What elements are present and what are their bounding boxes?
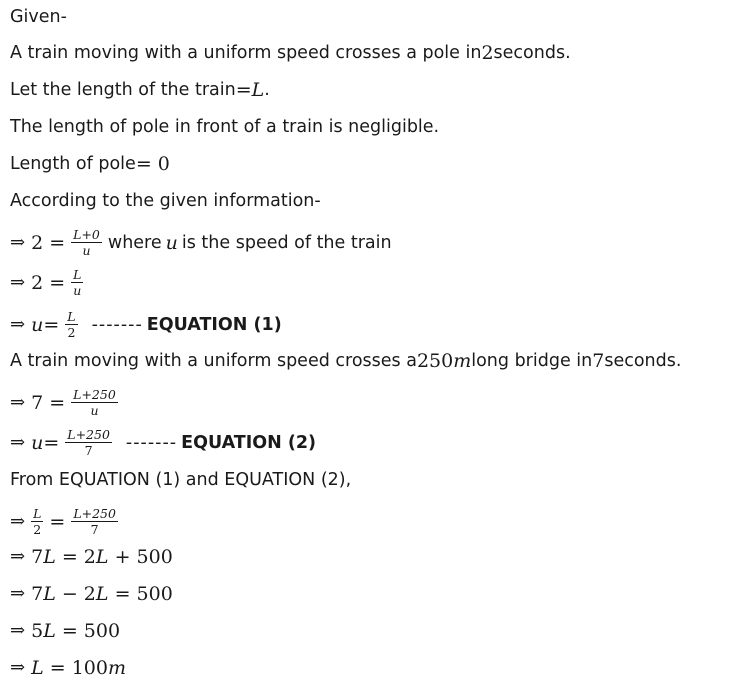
fraction-denominator: u [90,403,99,418]
fraction-denominator: u [82,243,91,258]
fraction-denominator: 2 [67,325,76,340]
given-heading [10,5,67,29]
equation-step-9 [10,619,120,643]
equals-sign: = [235,79,252,101]
implies-arrow-icon: ⇒ [10,546,26,567]
fraction [71,507,118,536]
train-length-text: Let the length of the train [10,80,236,100]
according-heading [10,189,321,213]
implies-arrow-icon: ⇒ [10,271,26,293]
eq7-expression: 7L = 2L + 500 [31,546,173,568]
statement-bridge-text: A train moving with a uniform speed crosses a [10,351,417,371]
final-answer [10,656,126,680]
fraction [71,228,102,257]
speed-variable: u [31,313,44,336]
fraction [71,388,118,417]
implies-arrow-icon: ⇒ [10,620,26,641]
pole-length [10,152,170,176]
eq8-expression: 7L − 2L = 500 [31,583,173,605]
period: . [264,80,270,100]
implies-arrow-icon: ⇒ [10,583,26,604]
fraction-numerator: L+250 [73,387,116,402]
statement-bridge [10,349,681,373]
fraction-numerator: L+250 [67,427,110,442]
fraction-numerator: L [33,506,42,521]
implies-arrow-icon: ⇒ [10,313,26,335]
implies-arrow-icon: ⇒ [10,657,26,678]
fraction-denominator: 7 [90,522,99,537]
statement-pole-end: seconds. [493,43,571,63]
equation-step-4 [10,388,124,417]
implies-arrow-icon: ⇒ [10,391,26,413]
fraction-numerator: L+250 [73,506,116,521]
bridge-seconds: 7 [592,350,605,372]
dash-separator: ------- [125,432,178,453]
according-text: According to the given information- [10,191,321,211]
pole-length-value: = 0 [135,153,170,175]
equation-step-1 [10,228,392,257]
where-text: where [107,232,162,253]
pole-negligible [10,115,439,139]
dash-separator: ------- [91,314,143,335]
fraction [65,310,77,339]
eq4-lhs: 7 = [31,391,66,414]
fraction [65,428,112,457]
equation-step-2 [10,268,89,297]
equation-1 [10,310,282,339]
statement-bridge-mid: long bridge in [471,351,593,371]
statement-pole-text: A train moving with a uniform speed crosses a pole in [10,43,482,63]
final-answer-value: L = 100 [31,657,108,679]
equation-2-label: EQUATION (2) [181,432,317,453]
implies-arrow-icon: ⇒ [10,510,26,532]
pole-length-text: Length of pole [10,154,136,174]
given-text: Given- [10,7,67,27]
from-equations [10,468,351,492]
fraction [71,268,83,297]
eq1-lhs: 2 = [31,231,66,254]
equation-step-6 [10,507,124,536]
eq9-expression: 5L = 500 [31,620,121,642]
fraction-numerator: L+0 [73,227,100,242]
implies-arrow-icon: ⇒ [10,431,26,453]
fraction-denominator: u [73,283,82,298]
eq2-lhs: 2 = [31,271,66,294]
fraction-denominator: 7 [84,443,93,458]
statement-pole [10,41,571,65]
equals-sign: = [49,510,66,533]
fraction [31,507,43,536]
meter-unit: m [107,657,127,679]
fraction-numerator: L [73,267,82,282]
fraction-denominator: 2 [33,522,42,537]
equation-1-label: EQUATION (1) [146,314,282,335]
equation-2 [10,428,316,457]
statement-bridge-end: seconds. [604,351,682,371]
equation-step-8 [10,582,173,606]
train-length-def [10,78,270,102]
speed-description: is the speed of the train [181,232,392,253]
fraction-numerator: L [67,309,76,324]
implies-arrow-icon: ⇒ [10,231,26,253]
equals-sign: = [43,313,60,336]
pole-negligible-text: The length of pole in front of a train is negligible. [10,117,440,137]
meter-unit: m [453,350,472,372]
speed-variable: u [165,231,178,254]
speed-variable: u [31,431,44,454]
equation-step-7 [10,545,173,569]
length-variable: L [251,79,265,101]
bridge-length-value: 250 [416,350,454,372]
pole-seconds: 2 [481,42,494,64]
equals-sign: = [43,431,60,454]
from-equations-text: From EQUATION (1) and EQUATION (2), [10,470,352,490]
